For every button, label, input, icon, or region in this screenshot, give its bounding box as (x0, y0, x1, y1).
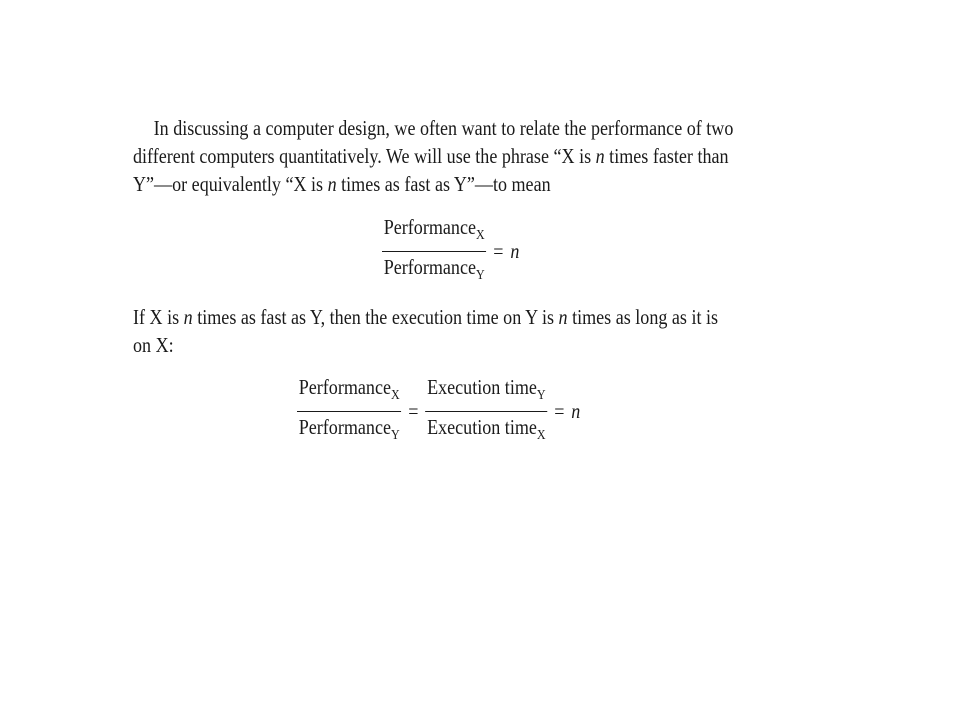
paragraph-intro (133, 114, 734, 198)
variable-n: n (327, 172, 337, 196)
fraction-denominator (297, 412, 401, 451)
fraction-denominator (425, 412, 547, 451)
paragraph-execution-time (133, 303, 718, 359)
subscript: Y (536, 388, 546, 403)
fraction-performance (297, 372, 401, 451)
fraction-numerator (425, 372, 547, 411)
variable-n: n (595, 144, 605, 168)
fraction-numerator (297, 372, 401, 411)
text-segment: times as fast as Y”—to mean (336, 172, 551, 196)
text-segment: different computers quantitatively. We will use the phrase “X is (133, 144, 596, 168)
fraction-denominator (382, 252, 486, 291)
variable-n: n (510, 239, 520, 264)
text-segment: Y”—or equivalently “X is (133, 172, 328, 196)
paragraph-intro-line-1: In discussing a computer design, we often want to relate the performance of two (153, 116, 734, 140)
text-segment: times as long as it is (567, 305, 719, 329)
paragraph-execution-line-2: on X: (133, 333, 174, 357)
fraction-numerator (382, 212, 486, 251)
numerator-text: Execution time (427, 375, 537, 399)
text-segment: If X is (133, 305, 184, 329)
text-segment: times as fast as Y, then the execution time on Y is (192, 305, 559, 329)
subscript: Y (390, 428, 400, 444)
text-segment: times faster than (604, 144, 729, 168)
fraction-execution-time (425, 372, 547, 451)
equation-execution-time-ratio (297, 372, 580, 451)
subscript: X (390, 388, 400, 403)
numerator-text: Performance (298, 375, 391, 399)
equation-performance-ratio (382, 212, 519, 291)
variable-n: n (558, 305, 568, 329)
variable-n: n (571, 399, 581, 424)
variable-n: n (183, 305, 193, 329)
subscript: X (475, 228, 485, 243)
paragraph-intro-line-3 (133, 170, 718, 198)
denominator-text: Execution time (427, 415, 537, 440)
subscript: X (536, 428, 546, 444)
denominator-text: Performance (298, 415, 391, 440)
equals-sign: = (408, 399, 419, 424)
numerator-text: Performance (383, 215, 476, 239)
subscript: Y (475, 268, 485, 284)
equals-sign: = (493, 239, 504, 264)
denominator-text: Performance (383, 255, 476, 280)
paragraph-intro-line-2 (133, 142, 729, 170)
fraction (382, 212, 486, 291)
equals-sign: = (554, 399, 565, 424)
paragraph-execution-line-1 (133, 303, 718, 331)
